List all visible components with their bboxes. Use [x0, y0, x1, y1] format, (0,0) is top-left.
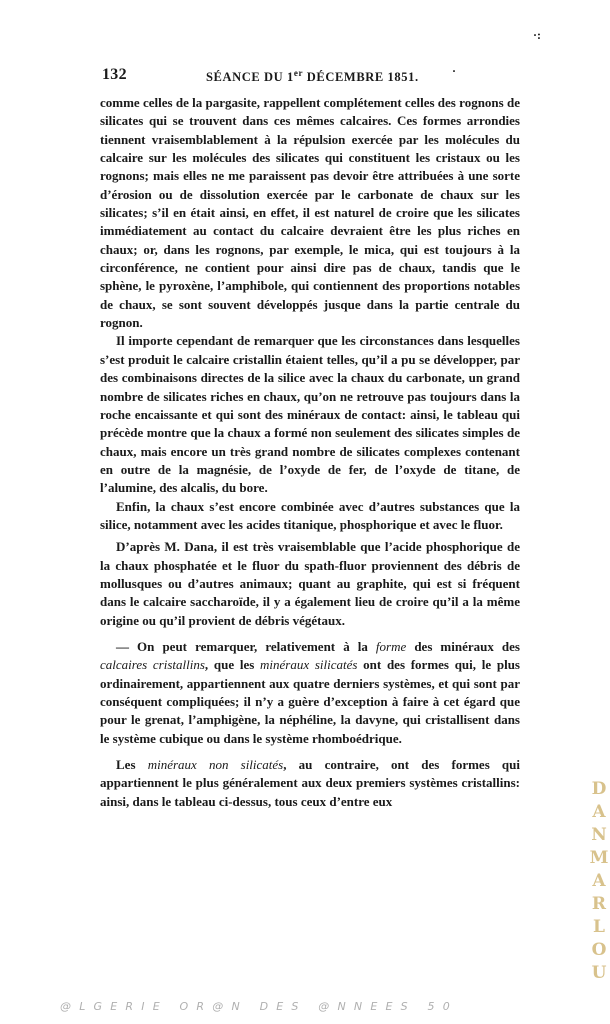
page-number: 132 [102, 66, 127, 83]
header-mark: · [452, 64, 457, 78]
paragraph-5-part-3: , que les [204, 657, 260, 673]
paragraph-2: Il importe cependant de remarquer que les circonstances dans lesquelles s’est produit le calcaire cristallin étaient telles, qu’il a pu se développer, par des combinaisons directes de la silice avec la chaux du carbonate, un grand nombre de silicates riches en chaux, qu’on ne retrouve pas toujours dans la roche encaissante et qui sont des minéraux de contact: ainsi, le tableau qui précède montre que la chaux a formé non seulement des silicates simples de chaux, mais encore un très grand nombre de silicates complexes contenant en outre de la magnésie, de l’oxyde de fer, de l’oxyde de titane, de l’alumine, des alcalis, du bore. [100, 333, 520, 496]
paragraph-3: Enfin, la chaux s’est encore combinée avec d’autres substances que la silice, notamment avec les acides titanique, phosphorique et avec le fluor. [100, 498, 520, 532]
body-text [100, 94, 520, 811]
paragraph-4: D’après M. Dana, il est très vraisemblable que l’acide phosphorique de la chaux phosphatée et le fluor du spath-fluor proviennent des débris de mollusques ou d’autres animaux; quant au graphite, qui est si fréquent dans le calcaire saccharoïde, il y a également lieu de croire qu’il a la même origine ou qu’il provient de débris végétaux. [100, 539, 520, 628]
paragraph-6-part-1: Les [116, 757, 148, 773]
paragraph-5-part-2: des minéraux des [406, 638, 520, 654]
watermark-footer: @LGERIE OR@N DES @NNEES 50 [60, 1000, 458, 1013]
running-head-sup: er [293, 68, 304, 78]
paragraph-6-part-2: , au contraire, ont des formes qui appartiennent le plus généralement aux deux premiers systèmes cristallins: ainsi, dans le tableau ci-dessus, tous ceux d’entre eux [100, 757, 520, 809]
paragraph-5-italic-3: minéraux silicatés [260, 657, 358, 673]
paragraph-6 [100, 756, 520, 811]
paragraph-6-italic-1: minéraux non silicatés [147, 757, 284, 773]
running-head [206, 68, 419, 85]
paragraph-5-part-4: ont des formes qui, le plus ordinairement, appartiennent aux quatre derniers systèmes, et qui sont par conséquent compliquées; il n’y a guère d’exception à faire à cet égard que pour le grenat, l’amphigène, la néphéline, la davyne, qui cristallisent dans le système cubique ou dans le système rhomboédrique. [100, 657, 520, 746]
page-header [100, 66, 520, 86]
running-head-suffix: DÉCEMBRE 1851. [303, 70, 419, 85]
corner-mark: ·: [533, 28, 541, 42]
running-head-prefix: SÉANCE DU 1 [206, 70, 294, 85]
paragraph-5-italic-1: forme [375, 638, 407, 654]
paragraph-5-part-1: — On peut remarquer, relativement à la [116, 638, 376, 654]
paragraph-5 [100, 638, 520, 748]
watermark-vertical: DANMARLOU [589, 779, 609, 983]
paragraph-1: comme celles de la pargasite, rappellent complétement celles des rognons de silicates qui se trouvent dans ces mêmes calcaires. Ces formes arrondies tiennent vraisemblablement à la répulsion exercée par les molécules du calcaire sur les molécules des silicates qui constituent les cristaux ou les rognons; mais elles ne me paraissent pas devoir être attribuées à une sorte d’érosion ou de dissolution exercée par le carbonate de chaux sur les silicates; s’il en était ainsi, en effet, il est naturel de croire que les silicates immédiatement au contact du calcaire devraient être les plus riches en chaux; or, dans les rognons, par exemple, le mica, qui est toujours à la circonférence, ne contient pour ainsi dire pas de chaux, tandis que le sphène, le pyroxène, l’amphibole, qui contiennent des proportions notables de chaux, se sont souvent développés jusque dans la partie centrale du rognon. [100, 95, 520, 331]
paragraph-5-italic-2: calcaires cristallins [100, 657, 205, 673]
